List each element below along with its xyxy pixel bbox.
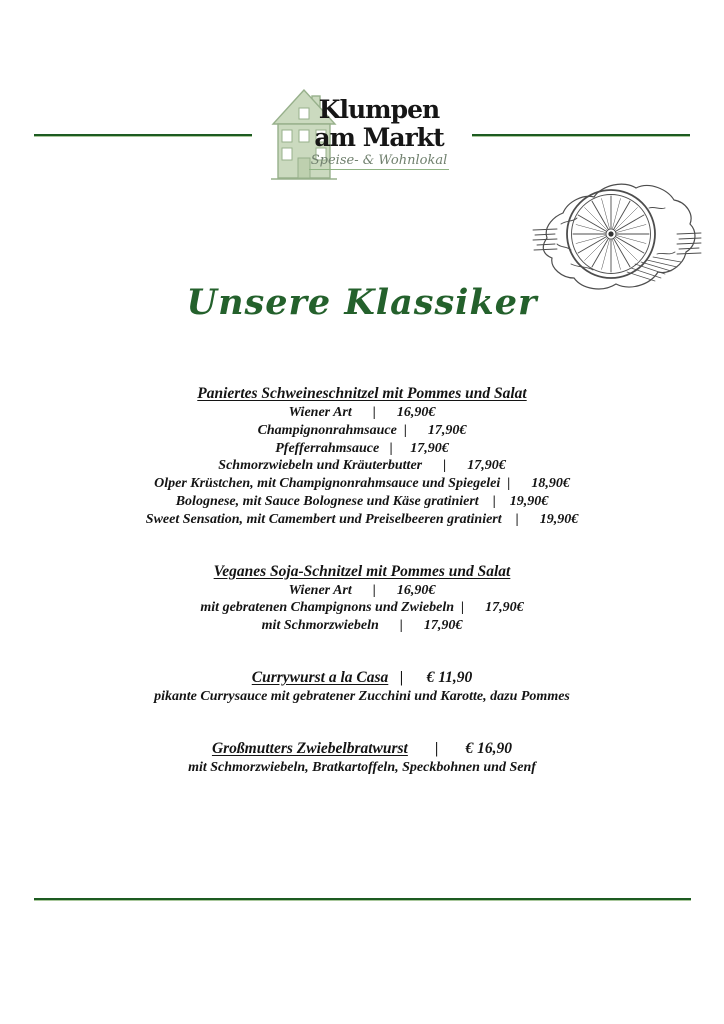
section-heading-line: [0, 739, 724, 759]
section-heading-price: | € 11,90: [388, 668, 473, 686]
menu-line: mit gebratenen Champignons und Zwiebeln | 17,90€: [200, 600, 524, 616]
header-rule-left: [34, 134, 252, 137]
menu-section: [0, 739, 724, 777]
menu-line: Wiener Art | 16,90€: [288, 582, 436, 598]
section-heading: Currywurst a la Casa: [251, 668, 389, 686]
section-heading: Paniertes Schweineschnitzel mit Pommes und Salat: [197, 385, 527, 402]
section-heading: Veganes Soja-Schnitzel mit Pommes und Salat: [213, 562, 511, 580]
menu-sections: [0, 384, 724, 777]
menu-section: [0, 562, 724, 635]
section-heading-line: [0, 562, 724, 582]
section-heading: Großmutters Zwiebelbratwurst: [211, 739, 408, 757]
header-rule-right: [472, 134, 690, 137]
menu-line: Sweet Sensation, mit Camembert und Preiselbeeren gratiniert | 19,90€: [145, 511, 579, 527]
logo-text-block: [308, 96, 450, 170]
menu-line: Pfefferrahmsauce | 17,90€: [275, 440, 449, 456]
logo-title-line1: Klumpen: [318, 95, 440, 124]
menu-line: Champignonrahmsauce | 17,90€: [257, 422, 467, 438]
section-heading-line: [0, 668, 724, 688]
menu-line: mit Schmorzwiebeln, Bratkartoffeln, Speckbohnen und Senf: [188, 759, 536, 775]
menu-line: pikante Currysauce mit gebratener Zucchini und Karotte, dazu Pommes: [154, 688, 570, 704]
logo-title-line2: am Markt: [314, 122, 444, 152]
menu-line: Wiener Art | 16,90€: [288, 405, 436, 420]
footer-rule: [34, 898, 691, 901]
menu-line: mit Schmorzwiebeln | 17,90€: [261, 618, 463, 634]
restaurant-logo: [268, 86, 450, 184]
menu-section: [0, 668, 724, 706]
menu-section: [0, 384, 724, 529]
lemon-slice-sketch-icon: [531, 172, 703, 300]
menu-line: Bolognese, mit Sauce Bolognese und Käse gratiniert | 19,90€: [175, 493, 549, 509]
menu-line: Olper Krüstchen, mit Champignonrahmsauce und Spiegelei | 18,90€: [154, 476, 570, 492]
page-title: Unsere Klassiker: [186, 282, 538, 323]
section-heading-line: [0, 384, 724, 404]
menu-line: Schmorzwiebeln und Kräuterbutter | 17,90€: [218, 458, 506, 474]
logo-subtitle: Speise- & Wohnlokal: [310, 153, 448, 168]
section-heading-price: | € 16,90: [407, 739, 513, 757]
